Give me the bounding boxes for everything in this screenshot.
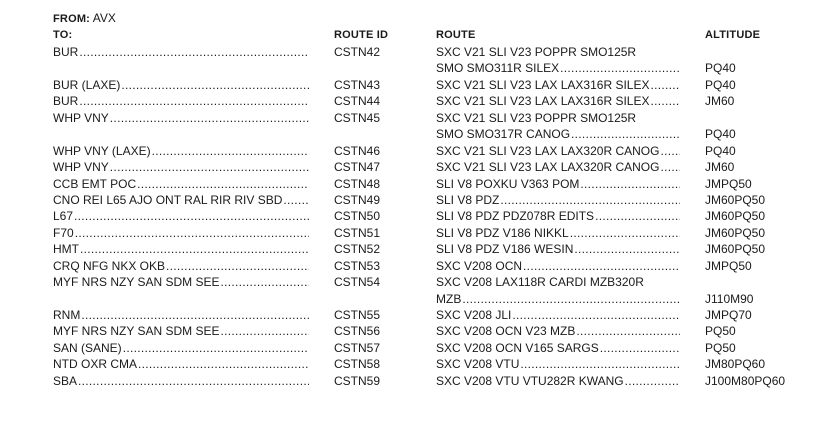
dot-leader [283,192,309,208]
dot-leader [595,208,680,224]
altitude-cell: JM60PQ50 [705,192,766,207]
route-cell [436,192,680,208]
route-id-cell: CSTN56 [334,324,381,339]
destination-cell [53,159,309,175]
route-cell: SXC V208 LAX118R CARDI MZB320R [436,275,644,290]
destination-cell [53,258,309,274]
destination-cell [53,225,309,241]
dot-leader [137,176,309,192]
destination-cell [53,323,309,339]
header-altitude: ALTITUDE [705,29,761,41]
route-text: SMO SMO311R SILEX [436,61,560,76]
table-row [0,60,814,76]
dot-leader [520,356,680,372]
dot-leader [110,110,309,126]
table-row [0,373,814,389]
dot-leader [523,258,680,274]
destination-text: BUR (LAXE) [53,77,121,92]
from-value: AVX [92,11,116,25]
from-line [53,11,116,26]
destination-text: WHP VNY [53,110,109,125]
route-id-cell: CSTN46 [334,143,381,158]
route-text: SLI V8 PDZ V186 NIKKL [436,225,569,240]
dot-leader [123,340,309,356]
destination-text: NTD OXR CMA [53,357,137,372]
dot-leader [625,373,680,389]
destination-cell [53,192,309,208]
route-cell: SXC V21 SLI V23 POPPR SMO125R [436,110,637,125]
dot-leader [574,241,680,257]
table-row [0,307,814,323]
table-row [0,340,814,356]
destination-cell [53,110,309,126]
route-id-cell: CSTN57 [334,340,381,355]
table-row [0,126,814,142]
route-text: SXC V208 VTU VTU282R KWANG [436,373,624,388]
route-id-cell: CSTN42 [334,45,381,59]
route-id-cell: CSTN44 [334,94,381,109]
altitude-cell: JMPQ70 [705,308,752,322]
route-id-cell: CSTN54 [334,275,381,290]
route-text: SLI V8 PDZ [436,192,500,207]
route-cell [436,323,680,339]
route-cell [436,143,680,159]
dot-leader [75,225,309,241]
altitude-cell: PQ40 [705,143,736,158]
destination-cell [53,274,309,290]
route-text: SLI V8 PDZ V186 WESIN [436,242,574,257]
route-cell [436,77,680,93]
altitude-cell: PQ40 [705,77,736,92]
dot-leader [81,307,309,323]
destination-cell [53,93,309,109]
destination-cell [53,340,309,356]
altitude-cell: PQ40 [705,127,736,142]
route-cell [436,373,680,389]
header-to: TO: [53,29,73,41]
table-row [0,176,814,192]
route-text: SMO SMO317R CANOG [436,127,571,142]
dot-leader [110,159,309,175]
dot-leader [152,143,309,159]
route-text: SXC V208 OCN [436,258,523,273]
route-cell [436,208,680,224]
table-row [0,77,814,93]
route-cell [436,176,680,192]
destination-text: SAN (SANE) [53,340,122,355]
dot-leader [560,60,680,76]
destination-text: WHP VNY [53,160,109,175]
table-row [0,258,814,274]
destination-text: HMT [53,242,79,257]
table-row [0,93,814,109]
route-cell [436,291,680,307]
table-row [0,110,814,126]
route-id-cell: CSTN45 [334,110,381,125]
route-cell [436,258,680,274]
destination-text: RNM [53,308,81,322]
destination-text: CRQ NFG NKX OKB [53,258,166,273]
route-id-cell: CSTN43 [334,77,381,92]
altitude-cell: PQ40 [705,61,736,76]
route-id-cell: CSTN51 [334,225,381,240]
altitude-cell: J110M90 [705,291,754,306]
table-row [0,241,814,257]
destination-cell [53,356,309,372]
dot-leader [220,274,309,290]
dot-leader [660,159,680,175]
header-route-id: ROUTE ID [334,29,389,41]
destination-text: CNO REI L65 AJO ONT RAL RIR RIV SBD [53,192,283,207]
altitude-cell: PQ50 [705,324,736,339]
destination-cell [53,307,309,323]
altitude-cell: JM80PQ60 [705,357,766,372]
dot-leader [576,323,680,339]
route-rows [0,44,814,389]
route-text: SXC V21 SLI V23 LAX LAX316R SILEX [436,77,650,92]
table-row [0,192,814,208]
table-row [0,159,814,175]
header-route: ROUTE [436,29,476,41]
destination-text: F70 [53,225,74,240]
altitude-cell: JM60 [705,94,735,109]
table-row [0,225,814,241]
route-cell [436,60,680,76]
table-row [0,291,814,307]
route-id-cell: CSTN58 [334,357,381,372]
route-text: MZB [436,291,462,306]
dot-leader [121,77,309,93]
destination-cell [53,176,309,192]
table-row [0,44,814,60]
destination-text: BUR [53,45,79,59]
route-cell [436,159,680,175]
dot-leader [79,93,309,109]
route-text: SXC V21 SLI V23 LAX LAX320R CANOG [436,160,660,175]
route-text: SLI V8 POXKU V363 POM [436,176,580,191]
route-id-cell: CSTN53 [334,258,381,273]
destination-text: CCB EMT POC [53,176,137,191]
route-cell [436,241,680,257]
route-cell [436,126,680,142]
dot-leader [512,307,680,323]
destination-cell [53,77,309,93]
dot-leader [220,323,309,339]
dot-leader [462,291,680,307]
route-id-cell: CSTN47 [334,160,381,175]
dot-leader [600,340,680,356]
route-text: SXC V21 SLI V23 LAX LAX316R SILEX [436,94,650,109]
dot-leader [650,77,680,93]
dot-leader [78,373,309,389]
route-cell [436,225,680,241]
dot-leader [79,44,309,60]
route-text: SXC V208 JLI [436,308,512,322]
altitude-cell: JM60PQ50 [705,225,766,240]
destination-cell [53,143,309,159]
table-row [0,323,814,339]
dot-leader [500,192,680,208]
route-text: SXC V21 SLI V23 LAX LAX320R CANOG [436,143,660,158]
route-cell: SXC V21 SLI V23 POPPR SMO125R [436,45,637,59]
table-header [0,28,814,42]
altitude-cell: JM60PQ50 [705,209,766,224]
altitude-cell: JM60PQ50 [705,242,766,257]
destination-cell [53,44,309,60]
destination-text: L67 [53,209,74,224]
altitude-cell: JMPQ50 [705,176,752,191]
altitude-cell: J100M80PQ60 [705,373,786,388]
route-cell [436,356,680,372]
destination-cell [53,241,309,257]
route-cell [436,340,680,356]
route-id-cell: CSTN48 [334,176,381,191]
dot-leader [660,143,680,159]
destination-cell [53,208,309,224]
destination-text: MYF NRS NZY SAN SDM SEE [53,275,220,290]
route-id-cell: CSTN50 [334,209,381,224]
route-cell [436,307,680,323]
route-text: SXC V208 OCN V23 MZB [436,324,576,339]
table-row [0,208,814,224]
altitude-cell: JM60 [705,160,735,175]
table-row [0,356,814,372]
route-text: SLI V8 PDZ PDZ078R EDITS [436,209,595,224]
route-id-cell: CSTN49 [334,192,381,207]
dot-leader [580,176,680,192]
route-text: SXC V208 VTU [436,357,520,372]
dot-leader [570,225,680,241]
destination-text: MYF NRS NZY SAN SDM SEE [53,324,220,339]
destination-text: WHP VNY (LAXE) [53,143,151,158]
dot-leader [571,126,680,142]
route-id-cell: CSTN59 [334,373,381,388]
route-text: SXC V208 OCN V165 SARGS [436,340,599,355]
route-id-cell: CSTN55 [334,308,381,322]
dot-leader [80,241,309,257]
altitude-cell: PQ50 [705,340,736,355]
route-id-cell: CSTN52 [334,242,381,257]
destination-text: SBA [53,373,78,388]
dot-leader [74,208,309,224]
dot-leader [166,258,309,274]
table-row [0,143,814,159]
table-row [0,274,814,290]
dot-leader [138,356,309,372]
altitude-cell: JMPQ50 [705,258,752,273]
dot-leader [650,93,680,109]
destination-text: BUR [53,94,79,109]
destination-cell [53,373,309,389]
route-cell [436,93,680,109]
from-label: FROM: [53,13,91,25]
